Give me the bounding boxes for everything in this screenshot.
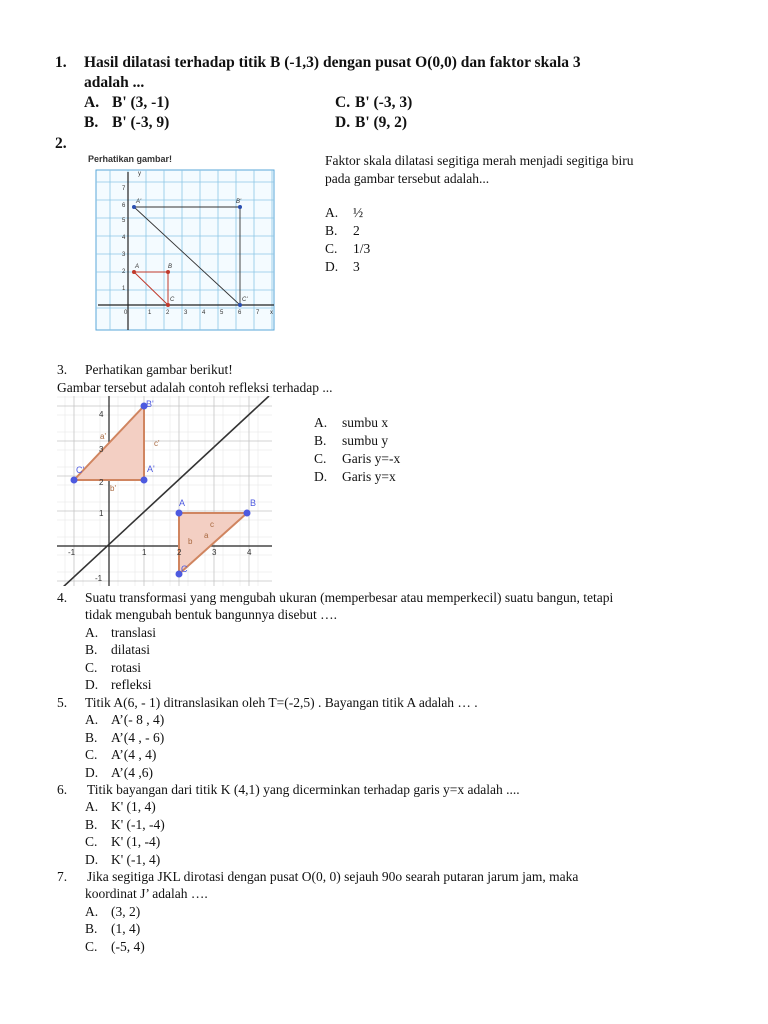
x-tick: 5 <box>220 310 224 316</box>
option <box>57 711 478 728</box>
option <box>325 240 370 258</box>
side-label: b <box>188 537 193 546</box>
x-axis-label: x <box>270 310 273 316</box>
option-letter: B. <box>85 816 98 832</box>
question-number: 4. <box>57 590 68 605</box>
option <box>57 729 478 746</box>
option-letter: B. <box>85 729 98 745</box>
x-tick: 4 <box>247 548 252 557</box>
option-letter: C. <box>335 94 351 111</box>
option-letter: D. <box>314 469 328 484</box>
point-label: B <box>168 264 173 270</box>
point-label: B' <box>236 199 242 205</box>
x-tick: 3 <box>212 548 217 557</box>
option-letter: A. <box>85 799 99 815</box>
q2-options <box>325 204 370 276</box>
option-letter: B. <box>325 223 338 238</box>
x-tick: 6 <box>238 310 242 316</box>
side-label: a <box>204 531 209 540</box>
option-text: B' (-3, 3) <box>355 94 413 111</box>
option-letter: D. <box>85 764 99 780</box>
y-tick: -1 <box>95 574 103 583</box>
option-letter: D. <box>85 677 99 693</box>
option-text: A’(- 8 , 4) <box>111 712 165 728</box>
q6-block <box>57 781 520 868</box>
option-text: K' (-1, -4) <box>111 816 165 832</box>
option-text: B' (9, 2) <box>355 114 408 131</box>
option-text: A’(4 ,6) <box>111 764 153 780</box>
point-label: C' <box>242 297 248 303</box>
option <box>57 624 613 641</box>
question-text: Jika segitiga JKL dirotasi dengan pusat O(0, 0) sejauh 90o searah putaran jarum jam, maka <box>87 869 579 884</box>
reflection-graph <box>57 396 272 586</box>
question-number: 5. <box>57 695 68 710</box>
option-letter: C. <box>85 747 98 763</box>
y-tick: 5 <box>122 218 126 224</box>
option-text: K' (1, 4) <box>111 799 156 815</box>
option-text: ½ <box>353 205 364 220</box>
option <box>57 920 578 937</box>
vertex-label: C <box>181 564 188 574</box>
option-text: (1, 4) <box>111 921 141 937</box>
q3-figure <box>57 396 272 586</box>
option-letter: A. <box>325 205 339 220</box>
option-text: 1/3 <box>353 241 371 256</box>
vertex-label: A <box>179 498 186 508</box>
option-text: 2 <box>353 223 360 238</box>
option-text: Garis y=-x <box>342 451 401 466</box>
option-letter: D. <box>325 259 339 274</box>
side-label: c' <box>154 439 160 448</box>
question-text: Suatu transformasi yang mengubah ukuran (memperbesar atau memperkecil) suatu bangun, tetapi <box>85 590 614 605</box>
option <box>314 414 400 432</box>
x-tick: -1 <box>68 548 76 557</box>
question-text: adalah ... <box>84 74 145 91</box>
question-text: Titik bayangan dari titik K (4,1) yang dicerminkan terhadap garis y=x adalah .... <box>87 782 520 797</box>
option-text: (3, 2) <box>111 903 141 919</box>
x-tick: 2 <box>177 548 182 557</box>
option <box>57 938 578 955</box>
point-label: A' <box>136 199 142 205</box>
dilation-graph <box>84 150 286 340</box>
question-number: 7. <box>57 869 68 884</box>
q2-figure <box>84 150 286 340</box>
option-letter: B. <box>85 642 98 658</box>
option-letter: A. <box>84 94 100 111</box>
q4-block <box>57 589 613 693</box>
x-tick: 3 <box>184 310 188 316</box>
option-letter: C. <box>85 938 98 954</box>
option-text: translasi <box>111 624 156 640</box>
x-tick: 2 <box>166 310 170 316</box>
option <box>57 764 478 781</box>
option-letter: C. <box>85 834 98 850</box>
y-tick: 3 <box>122 252 126 258</box>
question-2-number: 2. <box>55 135 67 152</box>
option-text: Garis y=x <box>342 469 396 484</box>
y-tick: 2 <box>99 478 104 487</box>
option-letter: C. <box>85 659 98 675</box>
option-letter: A. <box>314 415 328 430</box>
question-number: 6. <box>57 782 68 797</box>
q3-options <box>314 414 400 486</box>
option-letter: A. <box>85 624 99 640</box>
option <box>57 816 520 833</box>
y-tick: 2 <box>122 269 126 275</box>
vertex-label: A' <box>147 464 155 474</box>
question-line <box>57 694 478 711</box>
question-text: Hasil dilatasi terhadap titik B (-1,3) dengan pusat O(0,0) dan faktor skala 3 <box>84 54 581 71</box>
y-tick: 6 <box>122 203 126 209</box>
option-letter: A. <box>85 903 99 919</box>
side-label: b' <box>110 484 116 493</box>
option <box>314 450 400 468</box>
x-tick: 4 <box>202 310 206 316</box>
option <box>57 833 520 850</box>
x-tick: 1 <box>148 310 152 316</box>
vertex-label: B <box>250 498 257 508</box>
option-text: refleksi <box>111 677 152 693</box>
option <box>57 746 478 763</box>
option <box>325 204 370 222</box>
question-text: koordinat J’ adalah …. <box>85 886 208 902</box>
option-letter: A. <box>85 712 99 728</box>
option <box>57 798 520 815</box>
option-text: K' (1, -4) <box>111 834 161 850</box>
option-text: rotasi <box>111 659 141 675</box>
option <box>325 258 370 276</box>
option-letter: D. <box>335 114 351 131</box>
question-text: pada gambar tersebut adalah... <box>325 171 490 186</box>
option-text: dilatasi <box>111 642 150 658</box>
q2-question <box>325 152 634 188</box>
option-text: sumbu x <box>342 415 389 430</box>
question-line <box>57 781 520 798</box>
y-tick: 4 <box>122 235 126 241</box>
option-text: B' (-3, 9) <box>112 114 170 131</box>
point-label: A <box>135 264 140 270</box>
question-number: 1. <box>55 54 67 71</box>
option-letter: B. <box>85 921 98 937</box>
figure-title: Perhatikan gambar! <box>88 154 173 164</box>
y-tick: 3 <box>99 445 104 454</box>
option <box>57 641 613 658</box>
option <box>57 851 520 868</box>
y-axis-label: y <box>138 171 141 177</box>
y-tick: 1 <box>122 286 126 292</box>
vertex-label: B' <box>146 399 154 409</box>
option-letter: B. <box>84 114 99 131</box>
option-letter: D. <box>85 851 99 867</box>
option <box>325 222 370 240</box>
q7-block <box>57 868 578 955</box>
option <box>57 659 613 676</box>
option-text: B' (3, -1) <box>112 94 170 111</box>
y-tick: 4 <box>99 410 104 419</box>
q5-block <box>57 694 478 781</box>
option-letter: C. <box>314 451 327 466</box>
question-line <box>57 589 613 606</box>
option-text: (-5, 4) <box>111 938 145 954</box>
option <box>314 468 400 486</box>
x-tick: 0 <box>124 310 128 316</box>
option-text: A’(4 , 4) <box>111 747 157 763</box>
vertex-label: C' <box>76 465 85 475</box>
y-tick: 1 <box>99 509 104 518</box>
question-text: Titik A(6, - 1) ditranslasikan oleh T=(-2,5) . Bayangan titik A adalah … . <box>85 695 478 710</box>
question-text: Gambar tersebut adalah contoh refleksi terhadap ... <box>57 380 333 395</box>
option <box>314 432 400 450</box>
point-label: C <box>170 297 175 303</box>
side-label: a' <box>100 432 106 441</box>
option-text: A’(4 , - 6) <box>111 729 165 745</box>
question-text: Perhatikan gambar berikut! <box>85 362 233 377</box>
question-line <box>57 361 333 379</box>
q3-header <box>57 361 333 397</box>
option-text: sumbu y <box>342 433 389 448</box>
y-tick: 7 <box>122 186 126 192</box>
option-text: 3 <box>353 259 360 274</box>
x-tick: 7 <box>256 310 260 316</box>
question-text: tidak mengubah bentuk bangunnya disebut …. <box>85 607 337 623</box>
option-letter: C. <box>325 241 338 256</box>
option <box>57 903 578 920</box>
question-number: 3. <box>57 362 68 377</box>
option <box>57 676 613 693</box>
option-text: K' (-1, 4) <box>111 851 161 867</box>
x-tick: 1 <box>142 548 147 557</box>
side-label: c <box>210 520 214 529</box>
question-line <box>57 868 578 885</box>
option-letter: B. <box>314 433 327 448</box>
question-text: Faktor skala dilatasi segitiga merah menjadi segitiga biru <box>325 153 634 168</box>
